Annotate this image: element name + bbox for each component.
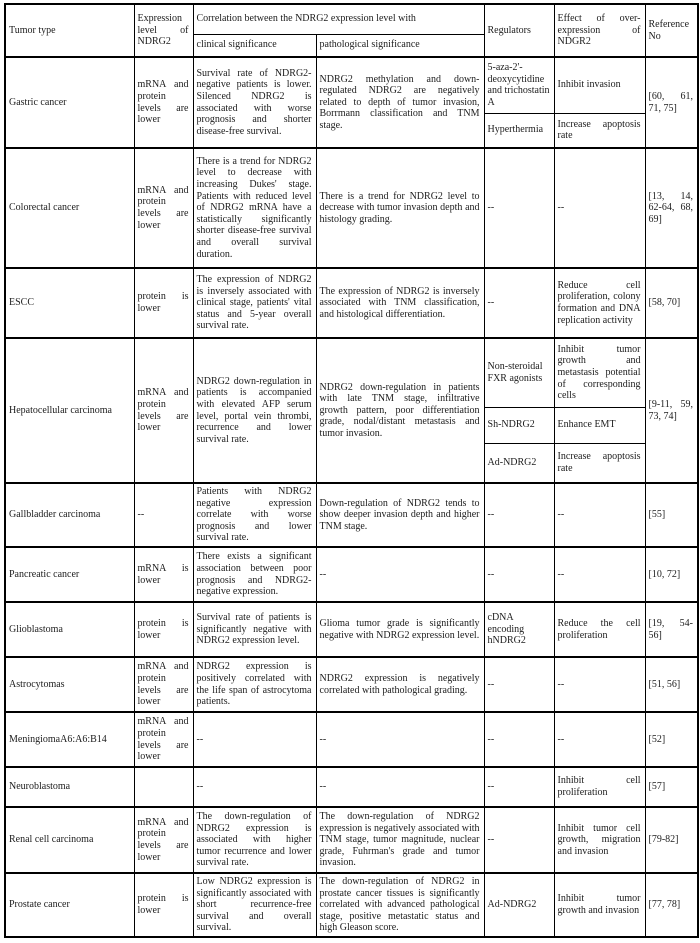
- row-pancreatic-cancer: [5, 547, 698, 602]
- pathological-cell: The down-regulation of NDRG2 in prostate cancer tissues is significantly correlated with advanced pathological stage, positive metastatic status and high Gleason score.: [316, 873, 484, 937]
- tumor-type-cell: Gastric cancer: [5, 57, 134, 148]
- row-hepatocellular-carcinoma: [5, 338, 698, 407]
- clinical-cell: There is a trend for NDRG2 level to decrease with increasing Dukes' stage. Patients with reduced level of NDRG2 mRNA have a statistically significantly shorter disease-free survival and overall survival duration.: [193, 148, 316, 268]
- effect-cell: Inhibit tumor growth and metastasis potential of corresponding cells: [554, 338, 645, 407]
- effect-cell: --: [554, 483, 645, 547]
- tumor-type-cell: Astrocytomas: [5, 657, 134, 712]
- pathological-cell: NDRG2 down-regulation in patients with late TNM stage, infiltrative growth pattern, poor differentiation grade, nodal/distant metastasis and tumor invasion.: [316, 338, 484, 483]
- header-tumor-type: Tumor type: [5, 4, 134, 57]
- reference-cell: [79-82]: [645, 807, 698, 873]
- effect-cell: Increase apoptosis rate: [554, 113, 645, 148]
- clinical-cell: --: [193, 767, 316, 807]
- pathological-cell: --: [316, 767, 484, 807]
- regulator-cell: Ad-NDRG2: [484, 873, 554, 937]
- row-gastric-cancer: [5, 57, 698, 113]
- tumor-type-cell: Glioblastoma: [5, 602, 134, 657]
- regulator-cell: --: [484, 657, 554, 712]
- clinical-cell: Survival rate of patients is significantly negative with NDRG2 expression level.: [193, 602, 316, 657]
- expression-cell: protein is lower: [134, 268, 193, 338]
- tumor-type-cell: Neuroblastoma: [5, 767, 134, 807]
- regulator-cell: 5-aza-2'-deoxycytidine and trichostatin A: [484, 57, 554, 113]
- clinical-cell: NDRG2 down-regulation in patients is accompanied with elevated AFP serum level, portal vein thrombi, recurrence and lower survival rate.: [193, 338, 316, 483]
- row-meningioma: [5, 712, 698, 767]
- regulator-cell: --: [484, 268, 554, 338]
- effect-cell: --: [554, 712, 645, 767]
- clinical-cell: The down-regulation of NDRG2 expression is associated with higher tumor recurrence and lower survival rate.: [193, 807, 316, 873]
- tumor-type-cell: ESCC: [5, 268, 134, 338]
- row-colorectal-cancer: [5, 148, 698, 268]
- regulator-cell: --: [484, 148, 554, 268]
- reference-cell: [58, 70]: [645, 268, 698, 338]
- clinical-cell: Patients with NDRG2 negative expression correlate with worse prognosis and lower survival rate.: [193, 483, 316, 547]
- tumor-type-cell: Gallbladder carcinoma: [5, 483, 134, 547]
- regulator-cell: Sh-NDRG2: [484, 407, 554, 443]
- expression-cell: mRNA is lower: [134, 547, 193, 602]
- expression-cell: mRNA and protein levels are lower: [134, 657, 193, 712]
- effect-cell: Enhance EMT: [554, 407, 645, 443]
- reference-cell: [55]: [645, 483, 698, 547]
- reference-cell: [19, 54-56]: [645, 602, 698, 657]
- row-astrocytomas: [5, 657, 698, 712]
- clinical-cell: --: [193, 712, 316, 767]
- reference-cell: [77, 78]: [645, 873, 698, 937]
- header-row-1: [5, 4, 698, 34]
- clinical-cell: The expression of NDRG2 is inversely associated with clinical stage, patients' vital status and 5-year overall survival rate.: [193, 268, 316, 338]
- header-regulators: Regulators: [484, 4, 554, 57]
- regulator-cell: Ad-NDRG2: [484, 443, 554, 483]
- pathological-cell: NDRG2 expression is negatively correlated with pathological grading.: [316, 657, 484, 712]
- effect-cell: Inhibit tumor cell growth, migration and invasion: [554, 807, 645, 873]
- effect-cell: Inhibit invasion: [554, 57, 645, 113]
- tumor-type-cell: MeningiomaA6:A6:B14: [5, 712, 134, 767]
- pathological-cell: There is a trend for NDRG2 level to decrease with tumor invasion depth and histology grading.: [316, 148, 484, 268]
- tumor-type-cell: Colorectal cancer: [5, 148, 134, 268]
- header-expression-level: Expression level of NDRG2: [134, 4, 193, 57]
- clinical-cell: Survival rate of NDRG2-negative patients is lower. Silenced NDRG2 is associated with worse prognosis and shorter disease-free survival.: [193, 57, 316, 148]
- regulator-cell: --: [484, 483, 554, 547]
- pathological-cell: --: [316, 547, 484, 602]
- clinical-cell: NDRG2 expression is positively correlated with the life span of astrocytoma patients.: [193, 657, 316, 712]
- clinical-cell: Low NDRG2 expression is significantly associated with short recurrence-free survival and overall survival.: [193, 873, 316, 937]
- pathological-cell: The expression of NDRG2 is inversely associated with TNM classification, and histological differentiation.: [316, 268, 484, 338]
- regulator-cell: Non-steroidal FXR agonists: [484, 338, 554, 407]
- row-gallbladder-carcinoma: [5, 483, 698, 547]
- ndrg2-expression-table: [4, 3, 699, 938]
- expression-cell: mRNA and protein levels are lower: [134, 807, 193, 873]
- reference-cell: [13, 14, 62-64, 68, 69]: [645, 148, 698, 268]
- tumor-type-cell: Renal cell carcinoma: [5, 807, 134, 873]
- pathological-cell: The down-regulation of NDRG2 expression is negatively associated with TNM stage, tumor magnitude, nuclear grade, Fuhrman's grade and tumor invasion.: [316, 807, 484, 873]
- row-renal-cell-carcinoma: [5, 807, 698, 873]
- clinical-cell: There exists a significant association between poor prognosis and NDRG2-negative expression.: [193, 547, 316, 602]
- regulator-cell: cDNA encoding hNDRG2: [484, 602, 554, 657]
- header-correlation-group: Correlation between the NDRG2 expression level with: [193, 4, 484, 34]
- reference-cell: [10, 72]: [645, 547, 698, 602]
- regulator-cell: --: [484, 807, 554, 873]
- effect-cell: --: [554, 657, 645, 712]
- reference-cell: [51, 56]: [645, 657, 698, 712]
- reference-cell: [52]: [645, 712, 698, 767]
- regulator-cell: --: [484, 547, 554, 602]
- pathological-cell: --: [316, 712, 484, 767]
- effect-cell: Inhibit tumor growth and invasion: [554, 873, 645, 937]
- effect-cell: Increase apoptosis rate: [554, 443, 645, 483]
- expression-cell: protein is lower: [134, 602, 193, 657]
- reference-cell: [57]: [645, 767, 698, 807]
- expression-cell: mRNA and protein levels are lower: [134, 338, 193, 483]
- header-effect: Effect of over-expression of NDGR2: [554, 4, 645, 57]
- header-pathological-significance: pathological significance: [316, 34, 484, 57]
- effect-cell: --: [554, 148, 645, 268]
- row-glioblastoma: [5, 602, 698, 657]
- regulator-cell: --: [484, 767, 554, 807]
- header-reference: Reference No: [645, 4, 698, 57]
- regulator-cell: --: [484, 712, 554, 767]
- pathological-cell: NDRG2 methylation and down-regulated NDRG2 are negatively related to depth of tumor invasion, Borrmann classification and TNM stage.: [316, 57, 484, 148]
- row-escc: [5, 268, 698, 338]
- expression-cell: mRNA and protein levels are lower: [134, 57, 193, 148]
- row-neuroblastoma: [5, 767, 698, 807]
- tumor-type-cell: Hepatocellular carcinoma: [5, 338, 134, 483]
- expression-cell: [134, 767, 193, 807]
- expression-cell: protein is lower: [134, 873, 193, 937]
- expression-cell: mRNA and protein levels are lower: [134, 712, 193, 767]
- pathological-cell: Glioma tumor grade is significantly negative with NDRG2 expression level.: [316, 602, 484, 657]
- tumor-type-cell: Prostate cancer: [5, 873, 134, 937]
- reference-cell: [60, 61, 71, 75]: [645, 57, 698, 148]
- regulator-cell: Hyperthermia: [484, 113, 554, 148]
- header-clinical-significance: clinical significance: [193, 34, 316, 57]
- row-prostate-cancer: [5, 873, 698, 937]
- effect-cell: Reduce cell proliferation, colony formation and DNA replication activity: [554, 268, 645, 338]
- expression-cell: --: [134, 483, 193, 547]
- effect-cell: Reduce the cell proliferation: [554, 602, 645, 657]
- tumor-type-cell: Pancreatic cancer: [5, 547, 134, 602]
- effect-cell: Inhibit cell proliferation: [554, 767, 645, 807]
- effect-cell: --: [554, 547, 645, 602]
- pathological-cell: Down-regulation of NDRG2 tends to show deeper invasion depth and higher TNM stage.: [316, 483, 484, 547]
- reference-cell: [9-11, 59, 73, 74]: [645, 338, 698, 483]
- expression-cell: mRNA and protein levels are lower: [134, 148, 193, 268]
